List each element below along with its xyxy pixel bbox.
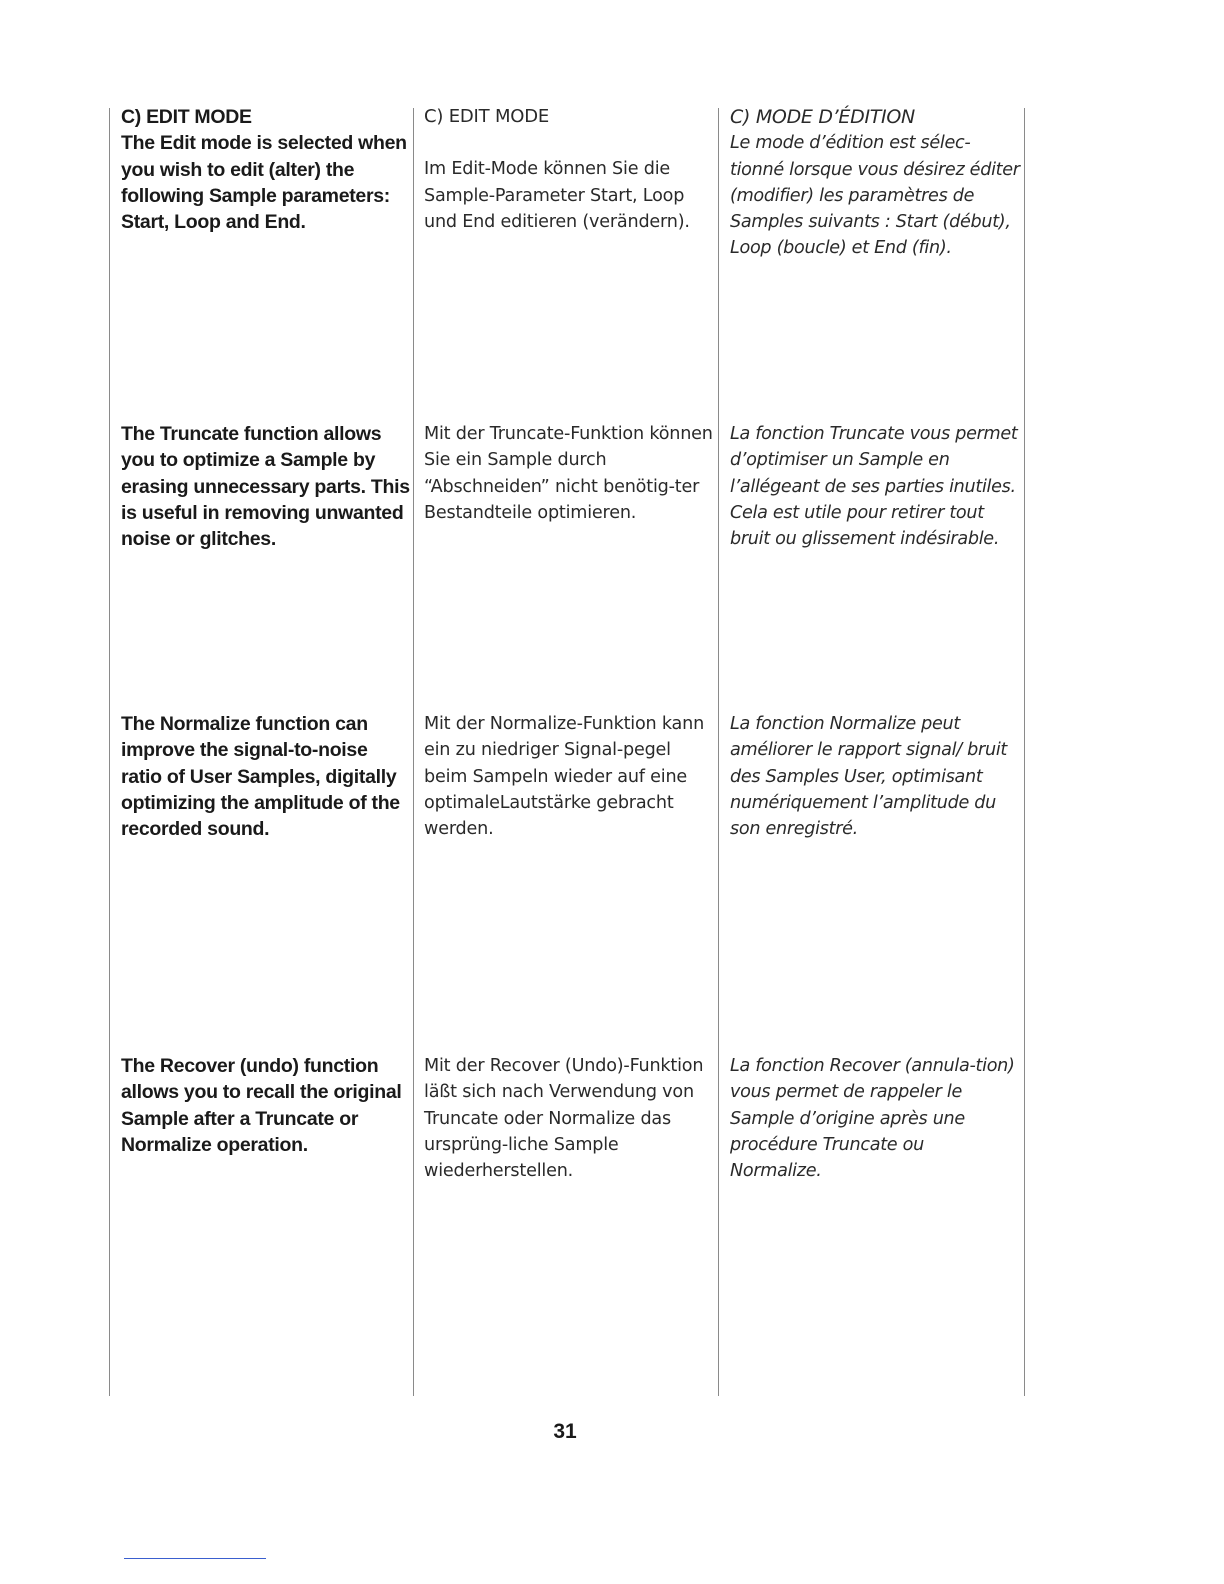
column-divider-right	[1024, 108, 1025, 1396]
en-normalize-text: The Normalize function can improve the signal-to-noise ratio of User Samples, digitally optimizing the amplitude of the recorded sound.	[121, 713, 400, 841]
fr-recover-section	[730, 1053, 1020, 1184]
fr-truncate-text: La fonction Truncate vous permet d’optimiser un Sample en l’allégeant de ses parties inutiles. Cela est utile pour retirer tout bruit ou glissement indésirable.	[730, 424, 1018, 550]
fr-edit-section	[730, 104, 1020, 262]
en-truncate-section	[121, 421, 411, 552]
de-edit-heading: C) EDIT MODE	[424, 106, 550, 127]
column-divider-left	[109, 108, 110, 1396]
de-normalize-text: Mit der Normalize-Funktion kann ein zu niedriger Signal-pegel beim Sampeln wieder auf eine optimaleLautstärke gebracht werden.	[424, 714, 705, 840]
en-recover-section	[121, 1053, 411, 1158]
fr-normalize-section	[730, 711, 1020, 842]
en-recover-text: The Recover (undo) function allows you to recall the original Sample after a Truncate or Normalize operation.	[121, 1055, 402, 1156]
fr-edit-heading: C) MODE D’ÉDITION	[730, 106, 915, 128]
de-normalize-section	[424, 711, 714, 842]
fr-edit-text: Le mode d’édition est sélec-tionné lorsque vous désirez éditer (modifier) les paramètres de Samples suivants : Start (début), Loop (boucle) et End (fin).	[730, 133, 1020, 259]
fr-truncate-section	[730, 421, 1020, 552]
en-edit-text: The Edit mode is selected when you wish to edit (alter) the following Sample parameters: Start, Loop and End.	[121, 132, 407, 234]
de-truncate-text: Mit der Truncate-Funktion können Sie ein Sample durch “Abschneiden” nicht benötig-ter Bestandteile optimieren.	[424, 424, 713, 523]
fr-recover-text: La fonction Recover (annula-tion) vous permet de rappeler le Sample d’origine après une procédure Truncate ou Normalize.	[730, 1056, 1015, 1182]
column-divider-2	[718, 108, 719, 1396]
de-recover-section	[424, 1053, 714, 1184]
page-number: 31	[553, 1420, 577, 1443]
en-edit-heading: C) EDIT MODE	[121, 106, 252, 128]
de-edit-section	[424, 104, 714, 235]
en-edit-section	[121, 104, 411, 235]
column-divider-1	[413, 108, 414, 1396]
de-recover-text: Mit der Recover (Undo)-Funktion läßt sich nach Verwendung von Truncate oder Normalize das ursprüng-liche Sample wiederherstellen.	[424, 1056, 704, 1182]
fr-normalize-text: La fonction Normalize peut améliorer le rapport signal/ bruit des Samples User, optimisant numériquement l’amplitude du son enregistré.	[730, 714, 1008, 840]
en-normalize-section	[121, 711, 411, 842]
de-edit-text: Im Edit-Mode können Sie die Sample-Parameter Start, Loop und End editieren (verändern).	[424, 159, 690, 232]
en-truncate-text: The Truncate function allows you to optimize a Sample by erasing unnecessary parts. This is useful in removing unwanted noise or glitches.	[121, 423, 410, 551]
bottom-rule	[124, 1558, 266, 1559]
de-truncate-section	[424, 421, 714, 526]
